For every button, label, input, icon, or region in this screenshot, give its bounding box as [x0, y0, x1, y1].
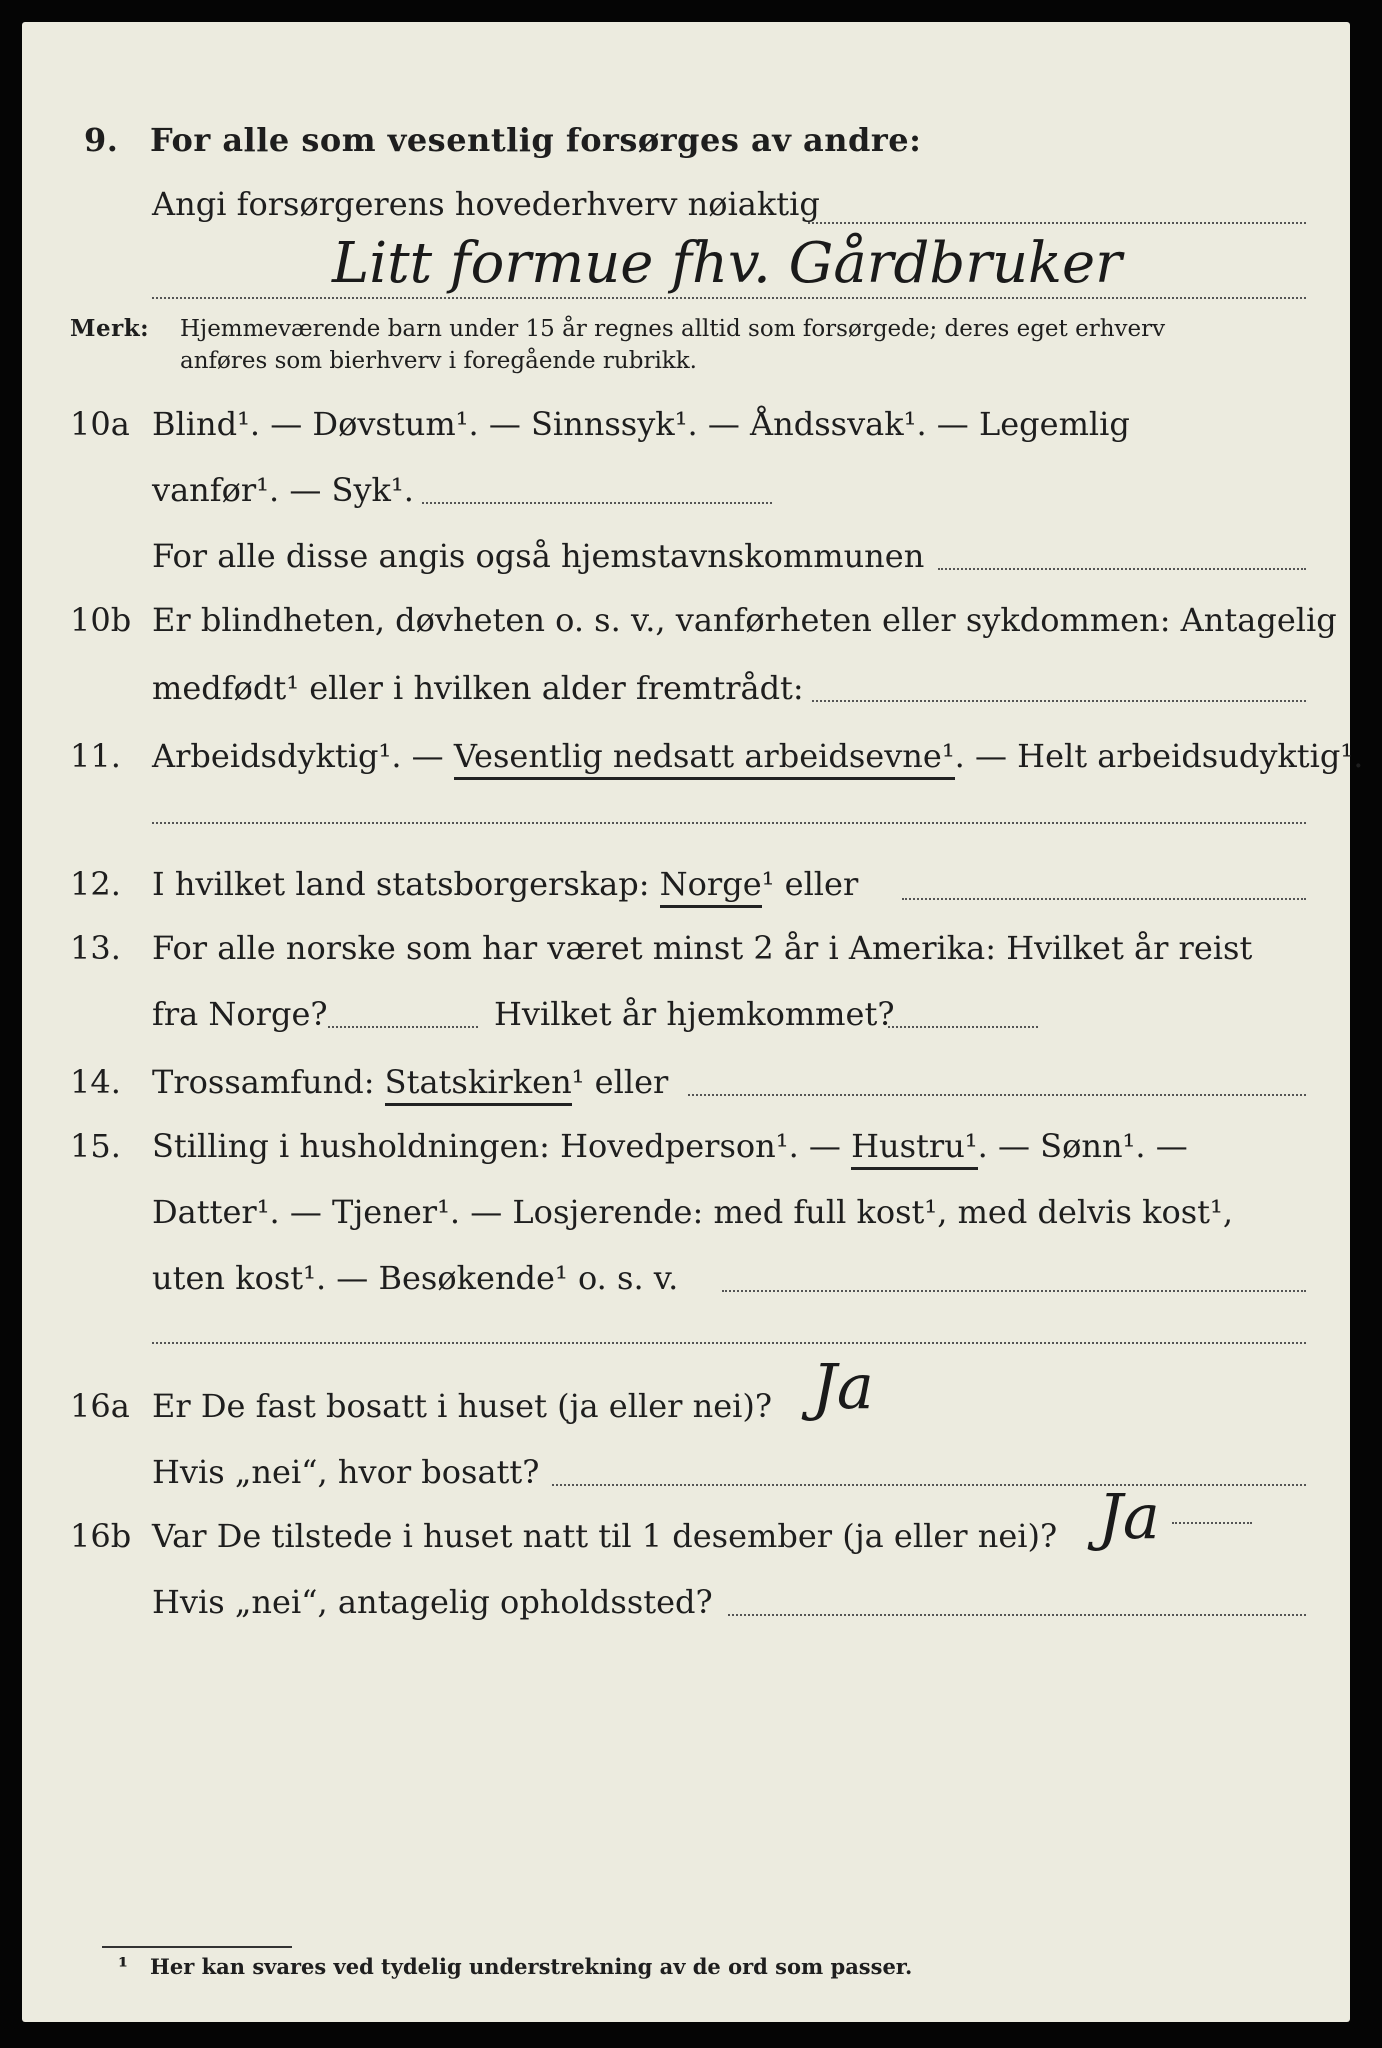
question-9-fill-line	[808, 222, 1306, 224]
question-12-option-norway-underlined: Norge	[660, 865, 762, 908]
question-14-option-state-church-underlined: Statskirken	[385, 1063, 572, 1106]
question-16b-text: Var De tilstede i huset natt til 1 desember (ja eller nei)?	[152, 1517, 1058, 1555]
question-15-number: 15.	[70, 1127, 121, 1165]
question-15-label: Stilling i husholdningen: Hovedperson¹. —	[152, 1127, 852, 1165]
question-16b-answer-underline	[1172, 1522, 1252, 1524]
question-16b-text-line-2: Hvis „nei“, antagelig opholdssted?	[152, 1583, 713, 1621]
merk-text-line-1: Hjemmeværende barn under 15 år regnes alltid som forsørgede; deres eget erhverv	[180, 316, 1166, 342]
question-9-handwritten-answer: Litt formue fhv. Gårdbruker	[332, 231, 1122, 296]
question-12-option-other: ¹ eller	[761, 865, 859, 903]
question-16a-handwritten-answer: Ja	[812, 1350, 874, 1423]
question-11-option-unable: . — Helt arbeidsudyktig¹.	[954, 737, 1364, 775]
question-10b-text-line-2: medfødt¹ eller i hvilken alder fremtrådt:	[152, 669, 804, 707]
question-10b-fill-line	[812, 700, 1306, 702]
question-16a-fill-line	[552, 1484, 1306, 1486]
question-10a-fill-line-1	[422, 502, 772, 504]
question-10a-number: 10a	[70, 405, 130, 443]
footnote-divider	[102, 1946, 292, 1948]
question-15-text-line-2: Datter¹. — Tjener¹. — Losjerende: med full kost¹, med delvis kost¹,	[152, 1193, 1234, 1231]
question-9-answer-line	[152, 297, 1306, 299]
form-page	[22, 22, 1364, 2022]
question-15-answer-line	[152, 1342, 1306, 1344]
question-10b-text-line-1: Er blindheten, døvheten o. s. v., vanførheten eller sykdommen: Antagelig	[152, 601, 1337, 639]
merk-label: Merk:	[70, 315, 150, 342]
question-9-heading: For alle som vesentlig forsørges av andre:	[150, 121, 922, 159]
question-12-text	[152, 864, 858, 904]
question-12-fill-line	[902, 898, 1306, 900]
merk-text-line-2: anføres som bierhverv i foregående rubrikk.	[180, 348, 697, 374]
question-11-option-able: Arbeidsdyktig¹. —	[152, 737, 454, 775]
question-11-answer-line	[152, 822, 1306, 824]
question-14-label: Trossamfund:	[152, 1063, 385, 1101]
question-13-text-departure: fra Norge?	[152, 995, 328, 1033]
question-9-number: 9.	[84, 121, 119, 159]
question-15-option-wife-underlined: Hustru¹	[851, 1127, 978, 1170]
question-16b-number: 16b	[70, 1517, 132, 1555]
question-9-text: Angi forsørgerens hovederhverv nøiaktig	[152, 185, 820, 223]
question-16b-fill-line	[728, 1614, 1306, 1616]
question-11-number: 11.	[70, 737, 121, 775]
footnote-text: Her kan svares ved tydelig understrekning av de ord som passer.	[150, 1954, 913, 1979]
question-16a-number: 16a	[70, 1387, 130, 1425]
question-16b-handwritten-answer: Ja	[1098, 1480, 1160, 1553]
question-15-option-son: . — Sønn¹. —	[977, 1127, 1188, 1165]
question-16a-text-line-2: Hvis „nei“, hvor bosatt?	[152, 1453, 540, 1491]
question-12-label: I hvilket land statsborgerskap:	[152, 865, 660, 903]
question-10a-text-line-3: For alle disse angis også hjemstavnskommunen	[152, 537, 925, 575]
question-11-option-reduced-underlined: Vesentlig nedsatt arbeidsevne¹	[454, 737, 955, 780]
question-10b-number: 10b	[70, 601, 132, 639]
question-10a-text-line-2: vanfør¹. — Syk¹.	[152, 471, 414, 509]
question-14-number: 14.	[70, 1063, 121, 1101]
question-15-text-line-1	[152, 1126, 1188, 1166]
question-15-fill-line	[722, 1290, 1306, 1292]
question-14-text	[152, 1062, 668, 1102]
question-16a-text: Er De fast bosatt i huset (ja eller nei)?	[152, 1387, 773, 1425]
question-12-number: 12.	[70, 865, 121, 903]
question-10a-text-line-1: Blind¹. — Døvstum¹. — Sinnssyk¹. — Åndssvak¹. — Legemlig	[152, 405, 1130, 443]
footnote-mark: ¹	[118, 1953, 129, 1980]
question-10a-fill-line-2	[938, 568, 1306, 570]
question-13-fill-line-return	[888, 1026, 1038, 1028]
question-11-text	[152, 736, 1363, 776]
question-13-text-line-1: For alle norske som har været minst 2 år i Amerika: Hvilket år reist	[152, 929, 1253, 967]
question-14-fill-line	[688, 1094, 1306, 1096]
question-13-text-return: Hvilket år hjemkommet?	[494, 995, 895, 1033]
question-15-text-line-3: uten kost¹. — Besøkende¹ o. s. v.	[152, 1259, 679, 1297]
question-13-number: 13.	[70, 929, 121, 967]
question-13-fill-line-departure	[328, 1026, 478, 1028]
question-14-option-other: ¹ eller	[571, 1063, 669, 1101]
